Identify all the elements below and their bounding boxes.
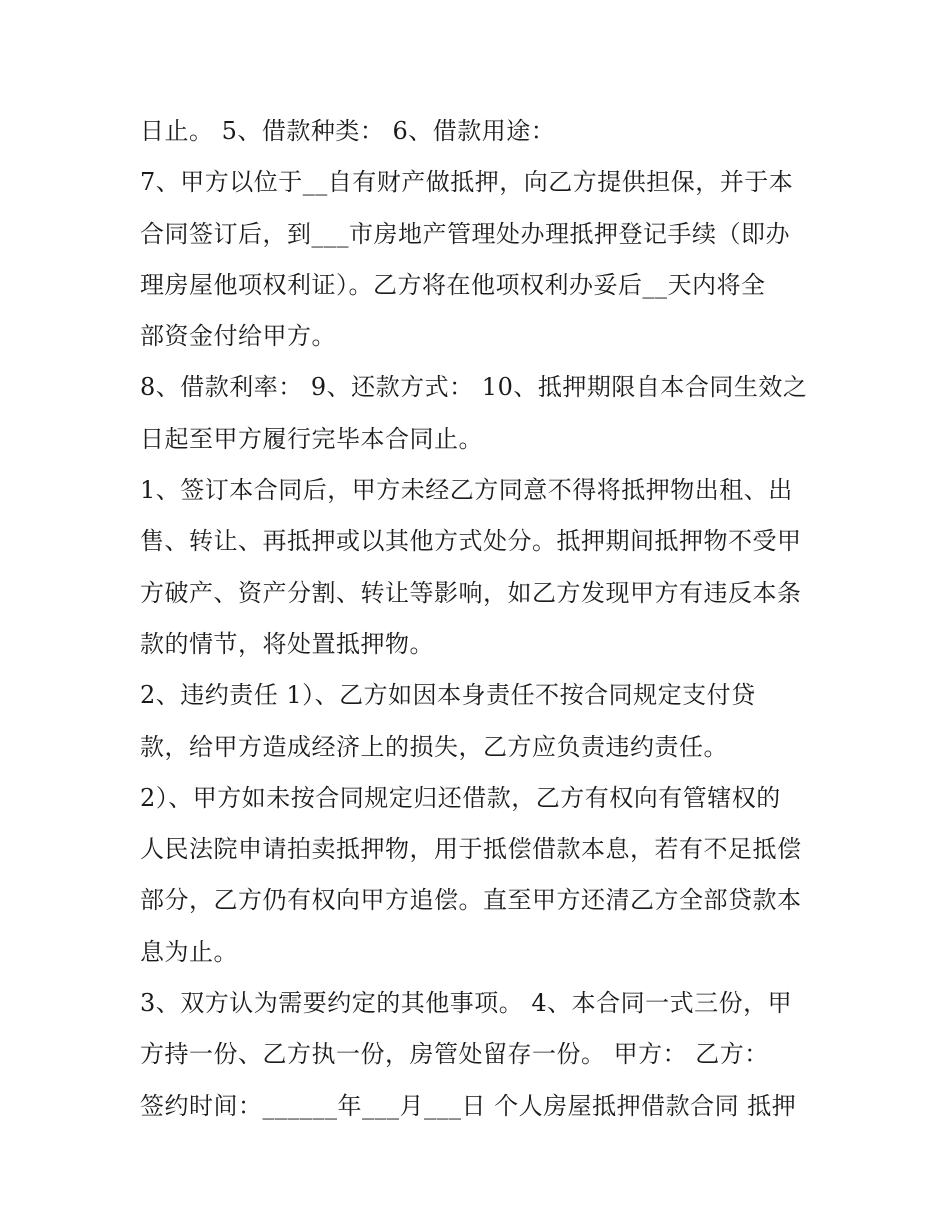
text-line: 款的情节，将处置抵押物。 [140, 629, 434, 658]
text-line: 息为止。 [140, 937, 238, 966]
text-line: 方持一份、乙方执一份，房管处留存一份。 甲方： 乙方： [140, 1040, 769, 1069]
text-line: 售、转让、再抵押或以其他方式处分。抵押期间抵押物不受甲 [140, 527, 802, 556]
text-line: 部分，乙方仍有权向甲方追偿。直至甲方还清乙方全部贷款本 [140, 886, 802, 915]
text-line: 方破产、资产分割、转让等影响，如乙方发现甲方有违反本条 [140, 578, 802, 607]
text-line: 款，给甲方造成经济上的损失，乙方应负责违约责任。 [140, 732, 728, 761]
document-body [140, 106, 820, 1132]
text-line: 签约时间：______年___月___日 个人房屋抵押借款合同 抵押 [140, 1091, 797, 1120]
text-line: 1、签订本合同后，甲方未经乙方同意不得将抵押物出租、出 [140, 476, 793, 505]
text-line: 合同签订后，到___市房地产管理处办理抵押登记手续（即办 [140, 219, 790, 248]
text-line: 日起至甲方履行完毕本合同止。 [140, 424, 483, 453]
text-line: 部资金付给甲方。 [140, 322, 336, 351]
text-line: 日止。 5、借款种类： 6、借款用途： [140, 117, 556, 145]
text-line: 人民法院申请拍卖抵押物，用于抵偿借款本息，若有不足抵偿 [140, 835, 802, 864]
text-line: 8、借款利率： 9、还款方式： 10、抵押期限自本合同生效之 [140, 373, 808, 402]
text-line: 理房屋他项权利证）。乙方将在他项权利办妥后__天内将全 [140, 270, 766, 299]
text-line: 7、甲方以位于__自有财产做抵押，向乙方提供担保，并于本 [140, 168, 794, 197]
text-line: 2）、甲方如未按合同规定归还借款，乙方有权向有管辖权的 [140, 783, 781, 812]
text-line: 2、违约责任 1）、乙方如因本身责任不按合同规定支付贷 [140, 681, 756, 710]
text-line: 3、双方认为需要约定的其他事项。 4、本合同一式三份，甲 [140, 989, 793, 1018]
